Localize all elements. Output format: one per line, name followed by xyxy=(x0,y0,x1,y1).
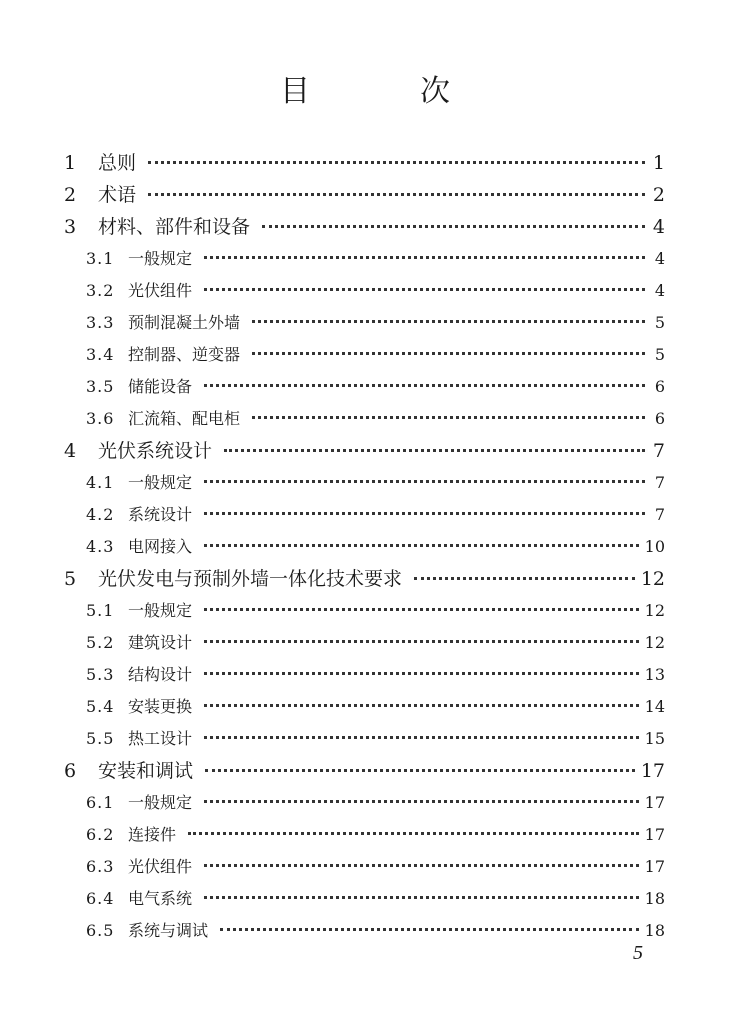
toc-entry-number: 4 xyxy=(64,440,77,462)
toc-entry-page: 4 xyxy=(654,281,665,300)
toc-entry-title: 光伏组件 xyxy=(128,857,193,876)
toc-entry-page: 12 xyxy=(640,568,665,590)
dot-leader xyxy=(204,800,639,803)
dot-leader xyxy=(204,608,639,611)
toc-entry-title: 连接件 xyxy=(128,825,177,844)
toc-entry-title: 热工设计 xyxy=(128,729,193,748)
toc-entry-number: 4.2 xyxy=(86,505,115,524)
toc-entry-title: 光伏发电与预制外墙一体化技术要求 xyxy=(98,568,403,590)
toc-entry-number: 5.4 xyxy=(86,697,115,716)
toc-chapter-entry xyxy=(64,435,665,467)
toc-entry-page: 10 xyxy=(644,537,665,556)
toc-entry-page: 17 xyxy=(644,857,665,876)
toc-entry-number: 3 xyxy=(64,216,77,238)
toc-entry-page: 6 xyxy=(654,377,665,396)
dot-leader xyxy=(262,225,645,228)
toc-chapter-entry xyxy=(64,147,665,179)
toc-entry-number: 6.3 xyxy=(86,857,115,876)
toc-section-entry xyxy=(64,467,665,499)
toc-entry-title: 一般规定 xyxy=(128,249,193,268)
toc-entry-page: 7 xyxy=(654,473,665,492)
dot-leader xyxy=(204,672,639,675)
dot-leader xyxy=(204,736,639,739)
toc-entry-number: 3.4 xyxy=(86,345,115,364)
dot-leader xyxy=(204,896,639,899)
dot-leader xyxy=(220,928,639,931)
dot-leader xyxy=(252,352,645,355)
toc-entry-number: 6.4 xyxy=(86,889,115,908)
toc-entry-page: 5 xyxy=(654,313,665,332)
dot-leader xyxy=(252,320,645,323)
toc-entry-title: 术语 xyxy=(98,184,137,206)
dot-leader xyxy=(188,832,639,835)
toc-section-entry xyxy=(64,819,665,851)
toc-entry-title: 材料、部件和设备 xyxy=(98,216,251,238)
dot-leader xyxy=(224,449,645,452)
toc-entry-title: 控制器、逆变器 xyxy=(128,345,241,364)
toc-section-entry xyxy=(64,307,665,339)
toc-section-entry xyxy=(64,659,665,691)
toc-entry-page: 17 xyxy=(644,793,665,812)
toc-entry-number: 1 xyxy=(64,152,77,174)
toc-section-entry xyxy=(64,595,665,627)
toc-entry-title: 安装和调试 xyxy=(98,760,194,782)
toc-entry-title: 系统设计 xyxy=(128,505,193,524)
toc-section-entry xyxy=(64,787,665,819)
toc-entry-title: 电网接入 xyxy=(128,537,193,556)
toc-entry-page: 4 xyxy=(654,249,665,268)
toc-entry-number: 5.2 xyxy=(86,633,115,652)
toc-entry-page: 4 xyxy=(652,216,665,238)
toc-entry-page: 5 xyxy=(654,345,665,364)
toc-entry-title: 汇流箱、配电柜 xyxy=(128,409,241,428)
toc-entry-page: 17 xyxy=(644,825,665,844)
toc-section-entry xyxy=(64,371,665,403)
toc-entry-number: 5.5 xyxy=(86,729,115,748)
dot-leader xyxy=(205,769,635,772)
toc-entry-title: 一般规定 xyxy=(128,601,193,620)
toc-section-entry xyxy=(64,915,665,947)
toc-entry-number: 5 xyxy=(64,568,77,590)
toc-entry-number: 3.5 xyxy=(86,377,115,396)
toc-entry-number: 3.6 xyxy=(86,409,115,428)
dot-leader xyxy=(252,416,645,419)
table-of-contents xyxy=(64,147,665,947)
toc-entry-title: 光伏组件 xyxy=(128,281,193,300)
toc-entry-title: 一般规定 xyxy=(128,473,193,492)
dot-leader xyxy=(204,704,639,707)
toc-entry-page: 1 xyxy=(652,152,665,174)
toc-entry-title: 建筑设计 xyxy=(128,633,193,652)
toc-section-entry xyxy=(64,531,665,563)
dot-leader xyxy=(148,193,645,196)
toc-entry-title: 预制混凝土外墙 xyxy=(128,313,241,332)
toc-entry-title: 安装更换 xyxy=(128,697,193,716)
toc-entry-page: 6 xyxy=(654,409,665,428)
toc-chapter-entry xyxy=(64,179,665,211)
toc-entry-number: 4.1 xyxy=(86,473,115,492)
toc-entry-number: 6.2 xyxy=(86,825,115,844)
toc-section-entry xyxy=(64,499,665,531)
toc-section-entry xyxy=(64,627,665,659)
dot-leader xyxy=(414,577,635,580)
toc-section-entry xyxy=(64,243,665,275)
toc-entry-page: 12 xyxy=(644,601,665,620)
toc-entry-number: 6.5 xyxy=(86,921,115,940)
dot-leader xyxy=(204,256,645,259)
toc-entry-page: 14 xyxy=(644,697,665,716)
toc-entry-page: 15 xyxy=(644,729,665,748)
toc-chapter-entry xyxy=(64,563,665,595)
toc-entry-page: 17 xyxy=(640,760,665,782)
toc-section-entry xyxy=(64,691,665,723)
dot-leader xyxy=(148,161,645,164)
toc-section-entry xyxy=(64,339,665,371)
toc-entry-page: 2 xyxy=(652,184,665,206)
page-number: 5 xyxy=(633,942,643,964)
toc-section-entry xyxy=(64,883,665,915)
toc-entry-title: 总则 xyxy=(98,152,137,174)
toc-entry-number: 3.1 xyxy=(86,249,115,268)
toc-entry-page: 7 xyxy=(654,505,665,524)
toc-entry-title: 电气系统 xyxy=(128,889,193,908)
dot-leader xyxy=(204,288,645,291)
toc-entry-page: 18 xyxy=(644,921,665,940)
toc-entry-number: 5.3 xyxy=(86,665,115,684)
toc-chapter-entry xyxy=(64,211,665,243)
dot-leader xyxy=(204,384,645,387)
toc-entry-title: 光伏系统设计 xyxy=(98,440,213,462)
toc-section-entry xyxy=(64,403,665,435)
toc-entry-title: 一般规定 xyxy=(128,793,193,812)
toc-section-entry xyxy=(64,851,665,883)
page-title: 目 次 xyxy=(280,74,490,109)
dot-leader xyxy=(204,544,639,547)
toc-section-entry xyxy=(64,723,665,755)
dot-leader xyxy=(204,864,639,867)
toc-entry-title: 系统与调试 xyxy=(128,921,209,940)
toc-entry-number: 6.1 xyxy=(86,793,115,812)
toc-entry-page: 18 xyxy=(644,889,665,908)
toc-entry-number: 5.1 xyxy=(86,601,115,620)
toc-entry-number: 6 xyxy=(64,760,77,782)
toc-entry-title: 储能设备 xyxy=(128,377,193,396)
toc-entry-number: 3.2 xyxy=(86,281,115,300)
toc-entry-page: 12 xyxy=(644,633,665,652)
dot-leader xyxy=(204,640,639,643)
toc-entry-number: 2 xyxy=(64,184,77,206)
toc-entry-page: 13 xyxy=(644,665,665,684)
toc-entry-number: 4.3 xyxy=(86,537,115,556)
dot-leader xyxy=(204,512,645,515)
dot-leader xyxy=(204,480,645,483)
toc-entry-number: 3.3 xyxy=(86,313,115,332)
toc-chapter-entry xyxy=(64,755,665,787)
toc-section-entry xyxy=(64,275,665,307)
toc-entry-page: 7 xyxy=(652,440,665,462)
toc-entry-title: 结构设计 xyxy=(128,665,193,684)
